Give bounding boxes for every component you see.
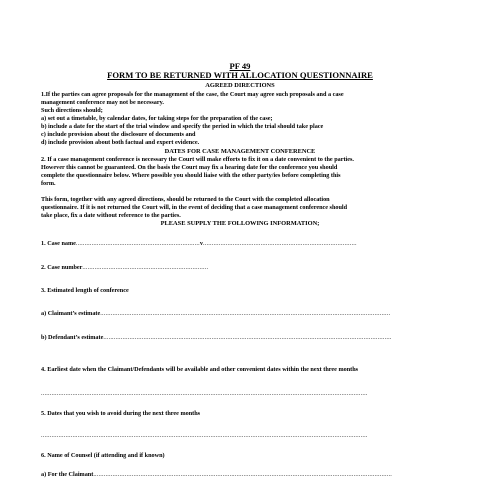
length-heading: 3. Estimated length of conference xyxy=(41,287,129,294)
case-number-field[interactable]: 2. Case number........................................................................ xyxy=(41,264,209,271)
claimant-estimate-field[interactable]: a) Claimant’s estimate...................................................................................................................................................................... xyxy=(41,310,391,317)
claimant-estimate-label: a) Claimant’s estimate xyxy=(41,310,101,317)
dates-line: form. xyxy=(41,180,56,187)
earliest-date-field[interactable]: ........................................................................................................................................................................................... xyxy=(41,390,368,397)
return-line: questionnaire. If it is not returned the Court will, in the event of deciding that a case management conference should xyxy=(41,204,348,211)
agreed-line: 1.If the parties can agree proposals for the management of the case, the Court may agree such proposals and a case xyxy=(41,91,344,98)
case-name-field[interactable]: 1. Case name.......................................................................v........................................................................................ xyxy=(41,240,357,247)
dates-line: However this cannot be guaranteed. On the basis the Court may fix a hearing date for the conference you should xyxy=(41,164,338,171)
agreed-line: a) set out a timetable, by calendar dates, for taking steps for the preparation of the case; xyxy=(41,115,273,122)
agreed-line: b) include a date for the start of the trial window and specify the period in which the trial should take place xyxy=(41,123,324,130)
dates-heading: DATES FOR CASE MANAGEMENT CONFERENCE xyxy=(164,148,316,155)
form-code: PF 49 xyxy=(229,61,251,71)
return-line: This form, together with any agreed directions, should be returned to the Court with the completed allocation xyxy=(41,196,330,203)
avoid-dates-label: 5. Dates that you wish to avoid during the next three months xyxy=(41,410,201,417)
for-claimant-field[interactable]: a) For the Claimant........................................................................................................................................................................... xyxy=(41,471,393,478)
case-number-label: 2. Case number xyxy=(41,264,83,271)
earliest-date-label: 4. Earliest date when the Claimant/Defendants will be available and other convenient dates within the next three months xyxy=(41,366,359,373)
agreed-line: Such directions should; xyxy=(41,107,103,114)
agreed-line: management conference may not be necessary. xyxy=(41,99,164,106)
counsel-heading: 6. Name of Counsel (if attending and if known) xyxy=(41,452,165,459)
dates-line: complete the questionnaire below. Where possible you should liaise with the other party/ies before completing this xyxy=(41,172,341,179)
for-claimant-label: a) For the Claimant xyxy=(41,471,94,478)
dates-line: 2. If a case management conference is necessary the Court will make efforts to fix it on a date convenient to the parties. xyxy=(41,156,354,163)
case-name-versus: v xyxy=(199,240,204,247)
form-title: FORM TO BE RETURNED WITH ALLOCATION QUESTIONNAIRE xyxy=(107,70,373,80)
return-line: take place, fix a date without reference to the parties. xyxy=(41,212,181,219)
agreed-line: c) include provision about the disclosure of documents and xyxy=(41,131,196,138)
defendant-estimate-label: b) Defendant’s estimate xyxy=(41,334,104,341)
agreed-line: d) include provision about both factual and expert evidence. xyxy=(41,139,200,146)
supply-heading: PLEASE SUPPLY THE FOLLOWING INFORMATION; xyxy=(160,220,320,227)
avoid-dates-field[interactable]: ........................................................................................................................................................................................... xyxy=(41,432,368,439)
case-name-label: 1. Case name xyxy=(41,240,76,247)
defendant-estimate-field[interactable]: b) Defendant’s estimate..................................................................................................................................................................... xyxy=(41,334,392,341)
agreed-directions-heading: AGREED DIRECTIONS xyxy=(205,82,275,89)
